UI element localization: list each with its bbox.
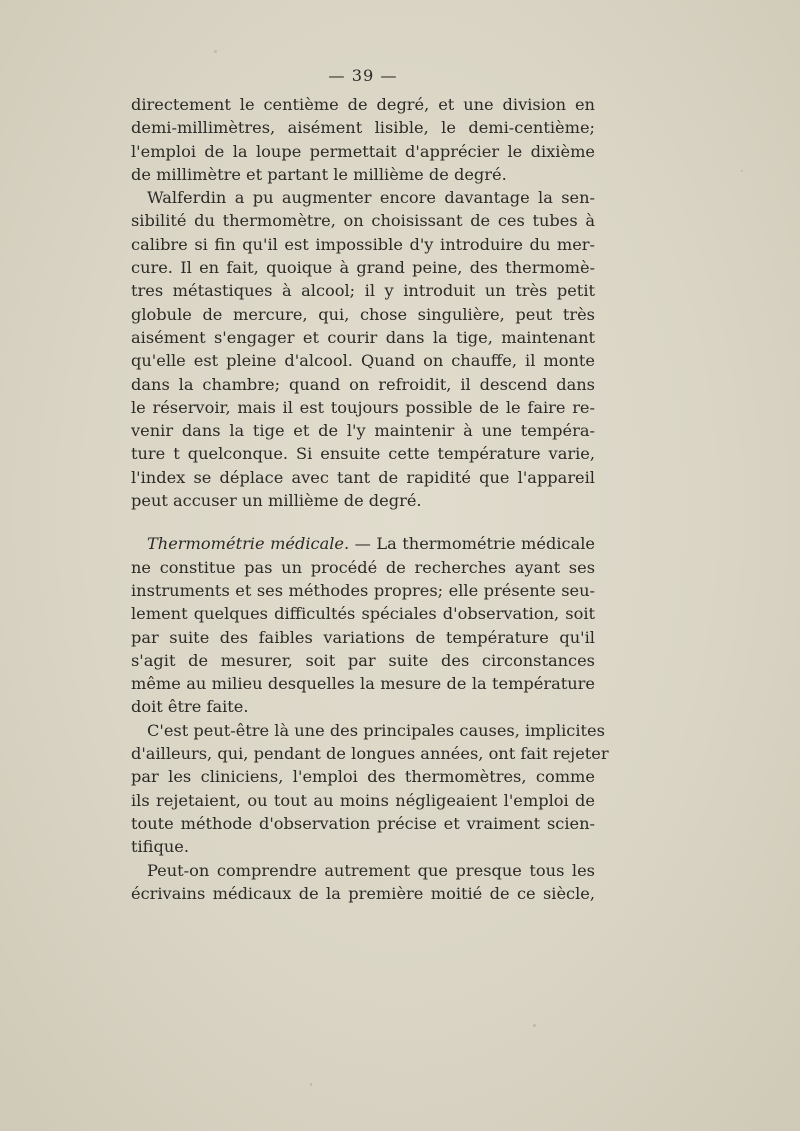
text-line: cure. Il en fait, quoique à grand peine, des thermomè- — [131, 258, 595, 278]
paper-speck — [741, 170, 743, 172]
paragraph — [131, 93, 595, 186]
text-line: dans la chambre; quand on refroidit, il descend dans — [131, 374, 595, 394]
paragraph — [131, 859, 595, 906]
text-line: de millimètre et partant le millième de degré. — [131, 164, 507, 184]
text-line: directement le centième de degré, et une division en — [131, 95, 595, 114]
text-line: doit être faite. — [131, 697, 249, 717]
text-line: par les cliniciens, l'emploi des thermomètres, comme — [131, 767, 595, 787]
paper-speck — [214, 50, 217, 53]
page-number: — 39 — — [328, 66, 398, 85]
paper-speck — [533, 1024, 536, 1027]
paragraph — [131, 532, 595, 718]
text-line: globule de mercure, qui, chose singulière, peut très — [131, 304, 595, 324]
text-line: ne constitue pas un procédé de recherches ayant ses — [131, 557, 595, 577]
text-line: s'agit de mesurer, soit par suite des circonstances — [131, 650, 595, 670]
text-line: sibilité du thermomètre, on choisissant de ces tubes à — [131, 211, 595, 231]
paragraph — [131, 719, 609, 859]
text-line: venir dans la tige et de l'y maintenir à une tempéra- — [131, 421, 595, 441]
text-line — [131, 532, 595, 555]
page-text — [131, 64, 609, 905]
paper-speck — [310, 1083, 312, 1086]
text-line: par suite des faibles variations de température qu'il — [131, 627, 595, 647]
text-line: Peut-on comprendre autrement que presque tous les — [147, 860, 595, 880]
text-line: d'ailleurs, qui, pendant de longues années, ont fait rejeter — [131, 744, 609, 764]
text-line: lement quelques difficultés spéciales d'observation, soit — [131, 604, 595, 624]
text-line: même au milieu desquelles la mesure de la température — [131, 674, 595, 694]
section-title: Thermométrie médicale. — [147, 534, 350, 554]
text-line: instruments et ses méthodes propres; elle présente seu- — [131, 580, 595, 600]
text-line: toute méthode d'observation précise et vraiment scien- — [131, 813, 595, 833]
paragraph — [131, 186, 595, 512]
text-line: tifique. — [131, 837, 189, 857]
text-line: qu'elle est pleine d'alcool. Quand on chauffe, il monte — [131, 351, 595, 371]
text-line: C'est peut-être là une des principales causes, implicites — [147, 720, 605, 740]
text-line: l'index se déplace avec tant de rapidité que l'appareil — [131, 467, 595, 487]
text-line: écrivains médicaux de la première moitié de ce siècle, — [131, 883, 595, 903]
text-line: aisément s'engager et courir dans la tige, maintenant — [131, 327, 595, 347]
text-fragment: — La thermométrie médicale — [349, 534, 595, 554]
text-line: Walferdin a pu augmenter encore davantage la sen- — [147, 188, 595, 208]
section-gap — [131, 512, 595, 532]
text-line: calibre si fin qu'il est impossible d'y introduire du mer- — [131, 234, 595, 254]
text-line: peut accuser un millième de degré. — [131, 491, 422, 511]
text-line: l'emploi de la loupe permettait d'apprécier le dixième — [131, 141, 595, 161]
text-line: ils rejetaient, ou tout au moins négligeaient l'emploi de — [131, 790, 595, 810]
text-line: le réservoir, mais il est toujours possible de le faire re- — [131, 397, 595, 417]
text-line: tres métastiques à alcool; il y introduit un très petit — [131, 281, 595, 301]
text-line: demi-millimètres, aisément lisible, le demi-centième; — [131, 118, 595, 138]
text-line: ture t quelconque. Si ensuite cette température varie, — [131, 444, 595, 464]
